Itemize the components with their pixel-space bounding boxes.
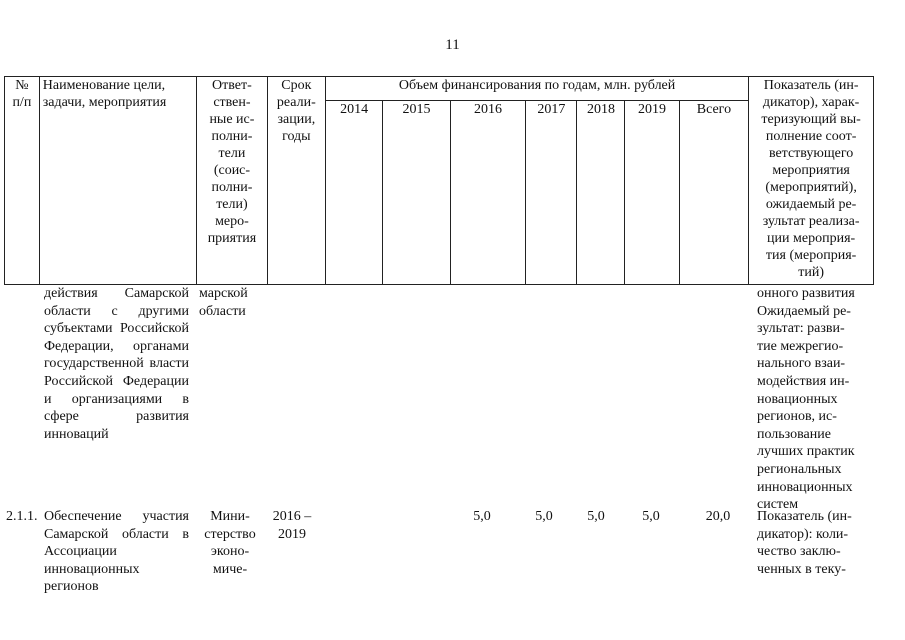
header-indicator: Показатель (ин- дикатор), харак- теризующий вы- полнение соот- ветствующего мероприятия (мероприятий), ожидаемый ре- зультат реализа- ции мероприя- тия (мероприя- тий) [749,77,874,285]
row-211-responsible: Мини- стерство эконо- миче- [204,509,256,577]
header-term: Срок реали- зации, годы [267,77,325,285]
page-number: 11 [445,37,460,53]
row-211-indicator: Показатель (ин- дикатор): коли- чество заклю- ченных в теку- [757,509,852,577]
row-211-value-2018: 5,0 [587,509,605,524]
header-year-2015: 2015 [383,101,450,285]
continuation-indicator: онного развития Ожидаемый ре- зультат: разви- тие межрегио- нального взаи- модействия ин- новационных регионов, ис- пользование лучших практик региональных инновационных систем [757,286,855,513]
continuation-name: действия Самарской области с другими субъектами Российской Федерации, органами государственной власти Российской Федерации и организациями в сфере развития инноваций [44,286,189,442]
header-year-2014: 2014 [325,101,382,285]
header-year-total: Всего [679,101,749,285]
row-211-name: Обеспечение участия Самарской области в Ассоциации инновационных регионов [44,509,189,595]
continuation-responsible: марской области [199,286,248,319]
header-num: № п/п [5,77,40,285]
row-211-value-2017: 5,0 [535,509,553,524]
header-year-2019: 2019 [625,101,679,285]
header-funding: Объем финансирования по годам, млн. рублей [325,77,748,101]
header-year-2017: 2017 [526,101,577,285]
header-responsible: Ответ- ствен- ные ис- полни- тели (соис- полни- тели) меро- приятия [197,77,268,285]
header-year-2018: 2018 [577,101,625,285]
header-name: Наименование цели, задачи, мероприятия [39,77,196,285]
row-211-value-2019: 5,0 [642,509,660,524]
header-table [4,76,874,285]
row-211-term: 2016 – 2019 [272,509,312,542]
row-211-value-total: 20,0 [705,509,731,524]
header-year-2016: 2016 [450,101,526,285]
row-211-num: 2.1.1. [6,509,38,524]
row-211-value-2016: 5,0 [473,509,491,524]
